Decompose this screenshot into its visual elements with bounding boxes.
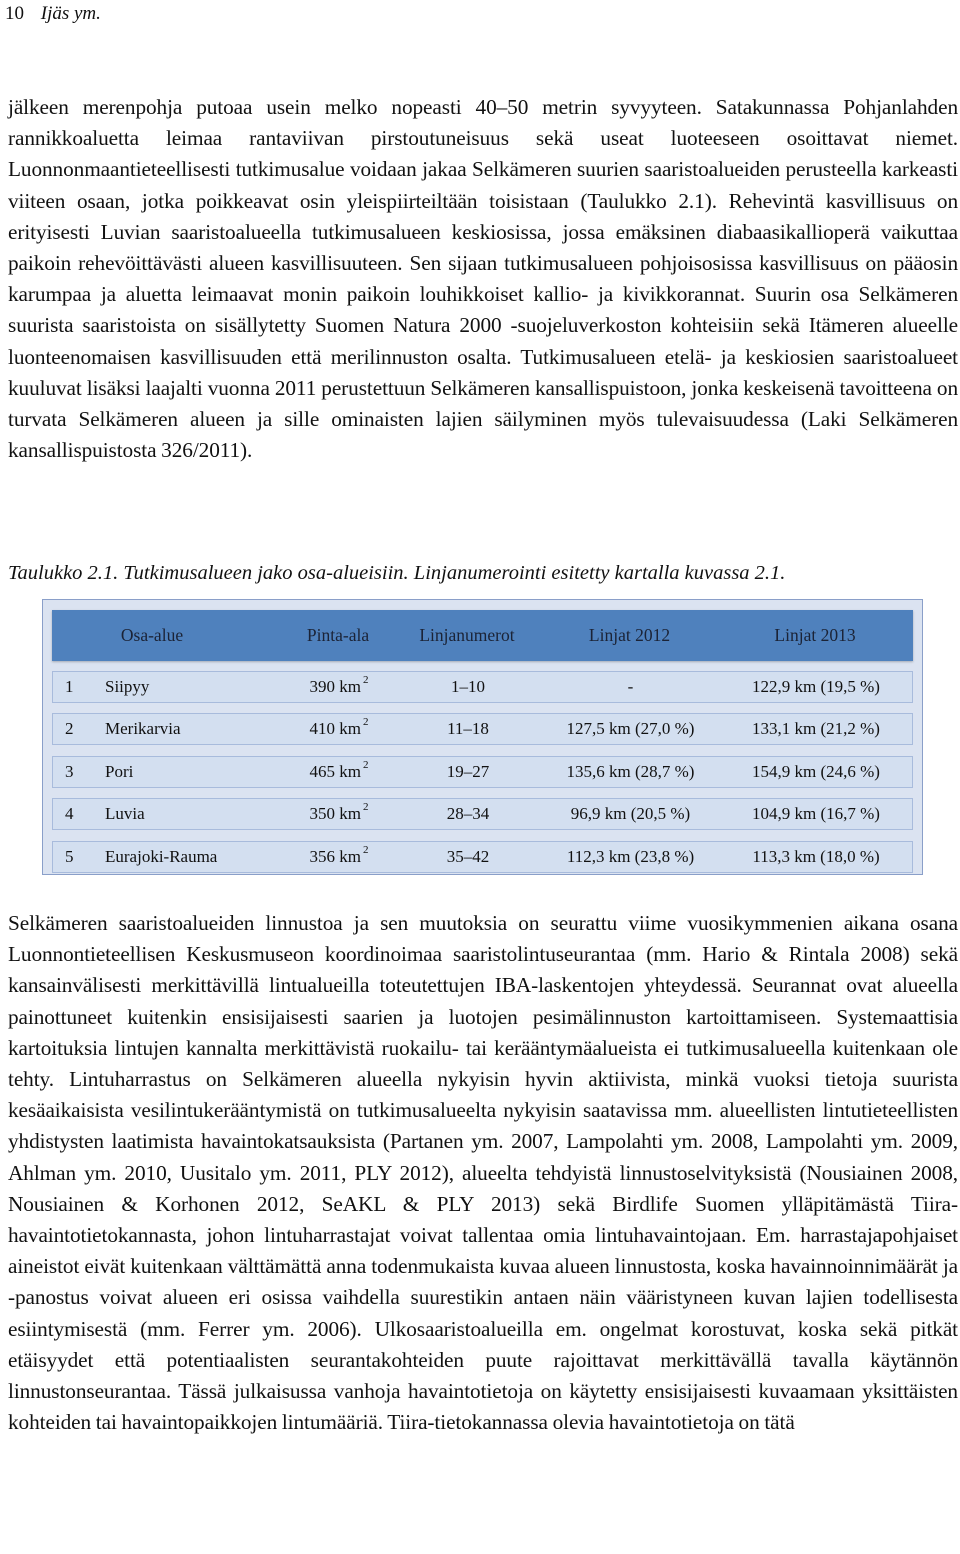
line-numbers: 35–42 — [446, 847, 490, 866]
page-header — [5, 2, 101, 26]
header-linjanumerot: Linjanumerot — [419, 625, 515, 645]
line-numbers: 28–34 — [446, 804, 490, 823]
area-name: Pori — [105, 762, 134, 781]
data-table — [42, 599, 923, 875]
header-linjat-2013: Linjat 2013 — [774, 625, 856, 645]
lines-2013: 113,3 km (18,0 %) — [752, 847, 880, 866]
row-number: 1 — [65, 677, 74, 696]
line-numbers: 1–10 — [451, 677, 485, 696]
lines-2013: 133,1 km (21,2 %) — [752, 719, 880, 738]
table-row — [52, 713, 913, 745]
lines-2013: 122,9 km (19,5 %) — [752, 677, 880, 696]
lines-2012: 135,6 km (28,7 %) — [566, 762, 695, 781]
header-pinta-ala: Pinta-ala — [306, 625, 370, 645]
lines-2012: - — [627, 677, 634, 696]
area-size: 410 km $^2$ — [309, 716, 369, 738]
area-name: Merikarvia — [105, 719, 181, 738]
area-size: 465 km $^2$ — [309, 759, 369, 781]
lines-2012: 112,3 km (23,8 %) — [566, 847, 695, 866]
body-paragraph-1: jälkeen merenpohja putoaa usein melko nopeasti 40–50 metrin syvyyteen. Satakunnassa Pohjanlahden rannikkoaluetta leimaa rantaviivan pirstoutuneisuus sekä useat luoteeseen osoittavat niemet. Luonnonmaantieteellisesti tutkimusalue voidaan jakaa Selkämeren suurien saaristoalueiden perusteella karkeasti viiteen osaan, jotka poikkeavat osin yleispiirteiltään toisistaan (Taulukko 2.1). Rehevintä kasvillisuus on erityisesti Luvian saaristoalueella tutkimusalueen keskiosissa, jossa emäksinen diabaasikallioperä vaikuttaa paikoin rehevöittävästi alueen kasvillisuuteen. Sen sijaan tutkimusalueen pohjoisosissa kasvillisuus on pääosin karumpaa ja aluetta leimaavat monin paikoin louhikkoiset kallio- ja kivikkorannat. Suurin osa Selkämeren suurista saaristoista on sisällytetty Suomen Natura 2000 -suojeluverkoston kohteisiin sekä Itämeren alueelle luonteenomaisen kasvillisuuden että merilinnuston osalta. Tutkimusalueen etelä- ja keskiosien saaristoalueet kuuluvat lisäksi laajalti vuonna 2011 perustettuun Selkämeren kansallispuistoon, jonka keskeisenä tavoitteena on turvata Selkämeren alueen ja sille ominaisten lajien säilyminen myös tulevaisuudessa (Laki Selkämeren kansallispuistosta 326/2011). — [8, 95, 958, 463]
header-linjat-2012: Linjat 2012 — [588, 625, 671, 645]
lines-2013: 104,9 km (16,7 %) — [752, 804, 880, 823]
area-size: 356 km $^2$ — [309, 844, 369, 866]
table-header-row — [52, 610, 913, 661]
table-caption: Taulukko 2.1. Tutkimusalueen jako osa-alueisiin. Linjanumerointi esitetty kartalla kuvassa 2.1. — [8, 562, 786, 584]
table-row — [52, 756, 913, 788]
running-head-authors: Ijäs ym. — [40, 3, 101, 24]
line-numbers: 11–18 — [447, 719, 489, 738]
area-size: 390 km $^2$ — [309, 674, 369, 696]
lines-2013: 154,9 km (24,6 %) — [752, 762, 880, 781]
lines-2012: 96,9 km (20,5 %) — [570, 804, 691, 823]
table-row — [52, 841, 913, 873]
row-number: 2 — [65, 719, 74, 738]
line-numbers: 19–27 — [446, 762, 490, 781]
area-name: Luvia — [105, 804, 145, 823]
table-row — [52, 798, 913, 830]
header-osa-alue: Osa-alue — [120, 625, 184, 645]
area-size: 350 km $^2$ — [309, 801, 369, 823]
area-name: Siipyy — [105, 677, 150, 696]
page-number: 10 — [5, 3, 24, 24]
lines-2012: 127,5 km (27,0 %) — [566, 719, 695, 738]
table-row — [52, 671, 913, 703]
row-number: 5 — [65, 847, 74, 866]
row-number: 3 — [65, 762, 74, 781]
area-name: Eurajoki-Rauma — [105, 847, 218, 866]
row-number: 4 — [65, 804, 74, 823]
body-paragraph-2: Selkämeren saaristoalueiden linnustoa ja sen muutoksia on seurattu viime vuosikymmenien aikana osana Luonnontieteellisen Keskusmuseon koordinoimaa saaristolintuseurantaa (mm. Hario & Rintala 2008) sekä kansainvälisesti merkittävillä lintualueilla toteutettujen IBA-laskentojen yhteydessä. Seurannat ovat alueella painottuneet kuitenkin ensisijaisesti saarien ja luotojen pesimälinnuston kartoittamiseen. Systemaattisia kartoituksia lintujen kannalta merkittävistä ruokailu- tai kerääntymäalueista ei tutkimusalueella kuitenkaan ole tehty. Lintuharrastus on Selkämeren alueella nykyisin hyvin aktiivista, minkä vuoksi tietoja suurista kesäaikaisista vesilintukerääntymistä on tutkimusalueelta nykyisin saatavissa mm. alueellisten lintutieteellisten yhdistysten laatimista havaintokatsauksista (Partanen ym. 2007, Lampolahti ym. 2008, Lampolahti ym. 2009, Ahlman ym. 2010, Uusitalo ym. 2011, PLY 2012), alueelta tehdyistä linnustoselvityksistä (Nousiainen 2008, Nousiainen & Korhonen 2012, SeAKL & PLY 2013) sekä Birdlife Suomen ylläpitämästä Tiira-havaintotietokannasta, johon lintuharrastajat voivat tallentaa omia lintuhavaintojaan. Em. harrastajapohjaiset aineistot eivät kuitenkaan välttämättä anna todenmukaista kuvaa alueen linnustosta, koska havainnoinnimäärät ja -panostus voivat alueen eri osissa vaihdella suurestikin antaen näin vääristyneen kuvan lajien todellisesta esiintymisestä (mm. Ferrer ym. 2006). Ulkosaaristoalueilla em. ongelmat korostuvat, koska sekä pitkät etäisyydet että potentiaalisten seurantakohteiden puute rajoittavat merkittävällä tavalla käytännön linnustonseurantaa. Tässä julkaisussa vanhoja havaintotietoja on käytetty ensisijaisesti kuvaamaan yksittäisten kohteiden tai havaintopaikkojen lintumääriä. Tiira-tietokannassa olevia havaintotietoja on tätä — [8, 911, 958, 1435]
